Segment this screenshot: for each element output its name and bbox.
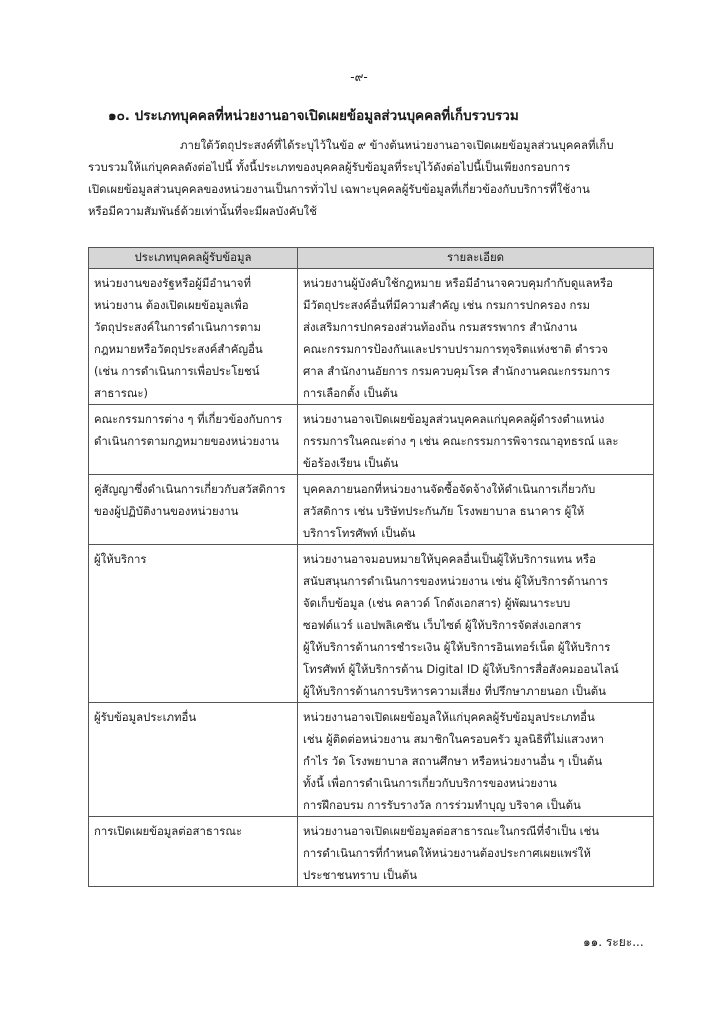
- cell-line: ส่งเสริมการปกครองส่วนท้องถิ่น กรมสรรพากร สำนักงาน: [303, 320, 578, 334]
- cell-line: สาธารณะ): [94, 386, 148, 400]
- cell-line: หน่วยงานอาจเปิดเผยข้อมูลส่วนบุคคลแก่บุคคลผู้ดำรงตำแหน่ง: [303, 412, 605, 426]
- table-row: [89, 475, 654, 545]
- cell-line: (เช่น การดำเนินการเพื่อประโยชน์: [94, 364, 260, 378]
- cell-line: ศาล สำนักงานอัยการ กรมควบคุมโรค สำนักงานคณะกรรมการ: [303, 364, 611, 378]
- intro-line: รวบรวมให้แก่บุคคลดังต่อไปนี้ ทั้งนี้ประเภทของบุคคลผู้รับข้อมูลที่ระบุไว้ดังต่อไปนี้เป็นเพียงกรอบการ: [88, 160, 571, 174]
- cell-line: ผู้ให้บริการด้านการชำระเงิน ผู้ให้บริการอินเทอร์เน็ต ผู้ให้บริการ: [303, 640, 611, 654]
- header-detail: รายละเอียด: [298, 248, 654, 269]
- cell-line: หน่วยงานผู้บังคับใช้กฎหมาย หรือมีอำนาจควบคุมกำกับดูแลหรือ: [303, 276, 614, 290]
- cell-line: กำไร วัด โรงพยาบาล สถานศึกษา หรือหน่วยงานอื่น ๆ เป็นต้น: [303, 754, 603, 768]
- cell-line: ผู้ให้บริการด้านการบริหารความเสี่ยง ที่ปรึกษาภายนอก เป็นต้น: [303, 684, 606, 698]
- section-heading: ๑๐. ประเภทบุคคลที่หน่วยงานอาจเปิดเผยข้อมูลส่วนบุคคลที่เก็บรวบรวม: [108, 108, 519, 124]
- cell-line: ดำเนินการตามกฎหมายของหน่วยงาน: [94, 434, 279, 448]
- recipient-type-cell: [89, 545, 298, 703]
- cell-line: การดำเนินการที่กำหนดให้หน่วยงานต้องประกาศเผยแพร่ให้: [303, 846, 591, 860]
- page-number: -๙-: [350, 70, 368, 84]
- cell-line: ซอฟต์แวร์ แอปพลิเคชัน เว็บไซต์ ผู้ให้บริการจัดส่งเอกสาร: [303, 618, 582, 632]
- cell-line: บุคคลภายนอกที่หน่วยงานจัดซื้อจัดจ้างให้ดำเนินการเกี่ยวกับ: [303, 482, 596, 496]
- table-row: [89, 545, 654, 703]
- cell-line: การเลือกตั้ง เป็นต้น: [303, 386, 398, 400]
- detail-cell: [298, 475, 654, 545]
- recipient-type-cell: [89, 703, 298, 817]
- intro-paragraph: [88, 134, 654, 222]
- header-recipient-type: ประเภทบุคคลผู้รับข้อมูล: [89, 248, 298, 269]
- cell-line: มีวัตถุประสงค์อื่นที่มีความสำคัญ เช่น กรมการปกครอง กรม: [303, 298, 591, 312]
- table-row: [89, 405, 654, 475]
- detail-cell: [298, 703, 654, 817]
- recipient-table: [88, 247, 654, 887]
- recipient-type-cell: [89, 405, 298, 475]
- cell-line: หน่วยงานอาจมอบหมายให้บุคคลอื่นเป็นผู้ให้บริการแทน หรือ: [303, 552, 596, 566]
- table-row: [89, 703, 654, 817]
- cell-line: ผู้ให้บริการ: [94, 552, 147, 566]
- cell-line: โทรศัพท์ ผู้ให้บริการด้าน Digital ID ผู้ให้บริการสื่อสังคมออนไลน์: [303, 662, 619, 676]
- recipient-type-cell: [89, 817, 298, 887]
- detail-cell: [298, 545, 654, 703]
- recipient-type-cell: [89, 475, 298, 545]
- detail-cell: [298, 405, 654, 475]
- intro-line: หรือมีความสัมพันธ์ด้วยเท่านั้นที่จะมีผลบังคับใช้: [88, 204, 317, 218]
- cell-line: การฝึกอบรม การรับรางวัล การร่วมทำบุญ บริจาค เป็นต้น: [303, 798, 581, 812]
- recipient-type-cell: [89, 269, 298, 405]
- cell-line: สวัสดิการ เช่น บริษัทประกันภัย โรงพยาบาล ธนาคาร ผู้ให้: [303, 504, 585, 518]
- table-header-row: [89, 248, 654, 269]
- table-row: [89, 269, 654, 405]
- cell-line: ประชาชนทราบ เป็นต้น: [303, 868, 418, 882]
- cell-line: หน่วยงาน ต้องเปิดเผยข้อมูลเพื่อ: [94, 298, 249, 312]
- cell-line: การเปิดเผยข้อมูลต่อสาธารณะ: [94, 824, 243, 838]
- detail-cell: [298, 817, 654, 887]
- cell-line: กฎหมายหรือวัตถุประสงค์สำคัญอื่น: [94, 342, 263, 356]
- cell-line: ทั้งนี้ เพื่อการดำเนินการเกี่ยวกับบริการของหน่วยงาน: [303, 776, 557, 790]
- cell-line: หน่วยงานอาจเปิดเผยข้อมูลให้แก่บุคคลผู้รับข้อมูลประเภทอื่น: [303, 710, 595, 724]
- cell-line: หน่วยงานอาจเปิดเผยข้อมูลต่อสาธารณะในกรณีที่จำเป็น เช่น: [303, 824, 600, 838]
- cell-line: คณะกรรมการป้องกันและปราบปรามการทุจริตแห่งชาติ ตำรวจ: [303, 342, 608, 356]
- table-row: [89, 817, 654, 887]
- cell-line: เช่น ผู้ติดต่อหน่วยงาน สมาชิกในครอบครัว มูลนิธิที่ไม่แสวงหา: [303, 732, 604, 746]
- cell-line: จัดเก็บข้อมูล (เช่น คลาวด์ โกดังเอกสาร) ผู้พัฒนาระบบ: [303, 596, 571, 610]
- cell-line: ข้อร้องเรียน เป็นต้น: [303, 456, 399, 470]
- cell-line: บริการโทรศัพท์ เป็นต้น: [303, 526, 416, 540]
- cell-line: คู่สัญญาซึ่งดำเนินการเกี่ยวกับสวัสดิการ: [94, 482, 286, 496]
- cell-line: หน่วยงานของรัฐหรือผู้มีอำนาจที่: [94, 276, 251, 290]
- cell-line: ของผู้ปฏิบัติงานของหน่วยงาน: [94, 504, 239, 518]
- cell-line: กรรมการในคณะต่าง ๆ เช่น คณะกรรมการพิจารณาอุทธรณ์ และ: [303, 434, 619, 448]
- cell-line: สนับสนุนการดำเนินการของหน่วยงาน เช่น ผู้ให้บริการด้านการ: [303, 574, 609, 588]
- intro-line: เปิดเผยข้อมูลส่วนบุคคลของหน่วยงานเป็นการทั่วไป เฉพาะบุคคลผู้รับข้อมูลที่เกี่ยวข้องกับบริการที่ใช้งาน: [88, 182, 590, 196]
- detail-cell: [298, 269, 654, 405]
- intro-line: ภายใต้วัตถุประสงค์ที่ได้ระบุไว้ในข้อ ๙ ข้างต้นหน่วยงานอาจเปิดเผยข้อมูลส่วนบุคคลที่เก็บ: [180, 138, 614, 152]
- cell-line: ผู้รับข้อมูลประเภทอื่น: [94, 710, 197, 724]
- cell-line: คณะกรรมการต่าง ๆ ที่เกี่ยวข้องกับการ: [94, 412, 283, 426]
- cell-line: วัตถุประสงค์ในการดำเนินการตาม: [94, 320, 262, 334]
- next-section-footer: ๑๑. ระยะ...: [583, 935, 644, 949]
